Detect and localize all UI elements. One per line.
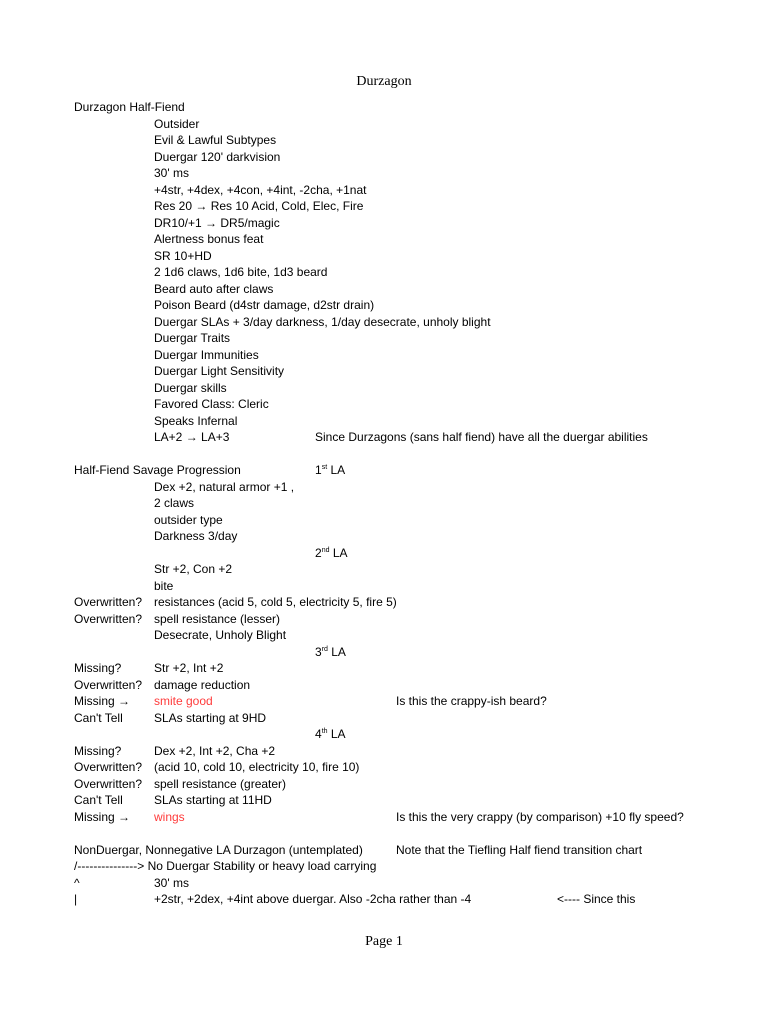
text-row — [0, 182, 636, 199]
cell-text: Since Durzagons (sans half fiend) have all the duergar abilities — [315, 430, 648, 444]
page-number: Page 1 — [365, 934, 403, 949]
cell-c5 — [557, 891, 635, 908]
cell-c4 — [396, 842, 642, 859]
text-row — [0, 776, 636, 793]
text-row — [0, 891, 636, 908]
cell-c2 — [154, 297, 374, 314]
cell-text: Half-Fiend Savage Progression — [74, 463, 241, 477]
text-row — [0, 330, 636, 347]
cell-c2 — [154, 215, 280, 232]
cell-text: Evil & Lawful Subtypes — [154, 133, 277, 147]
cell-text: Res 20 → Res 10 Acid, Cold, Elec, Fire — [154, 199, 364, 213]
cell-text: Outsider — [154, 116, 200, 131]
cell-text: Beard auto after claws — [154, 281, 274, 296]
text-row — [0, 561, 636, 578]
text-row — [0, 380, 636, 397]
cell-c2 — [154, 330, 230, 347]
text-row — [0, 660, 636, 677]
cell-text: Can't Tell — [74, 710, 123, 725]
text-row — [0, 710, 636, 727]
cell-c2 — [154, 875, 189, 892]
cell-text: 4 — [315, 727, 322, 741]
cell-c2 — [154, 413, 237, 430]
cell-c2 — [154, 165, 189, 182]
cell-text: Overwritten? — [74, 776, 143, 791]
text-row — [0, 545, 636, 562]
cell-text: /---------------> No Duergar Stability or heavy load carrying — [74, 859, 377, 873]
cell-text: spell resistance (lesser) — [154, 611, 281, 626]
text-row — [0, 759, 636, 776]
cell-text: 3 — [315, 644, 322, 659]
text-row — [0, 512, 636, 529]
cell-text: LA+2 → LA+3 — [154, 430, 230, 444]
cell-text: Poison Beard (d4str damage, d2str drain) — [154, 298, 375, 312]
cell-c2 — [154, 132, 276, 149]
text-row — [0, 231, 636, 248]
cell-c3 — [315, 726, 346, 743]
cell-text: Desecrate, Unholy Blight — [154, 628, 287, 642]
text-row — [0, 314, 636, 331]
cell-c2 — [154, 479, 294, 496]
ordinal-suffix: nd — [321, 546, 330, 554]
text-row — [0, 743, 636, 760]
text-row — [0, 165, 636, 182]
cell-text: Overwritten? — [74, 611, 143, 626]
cell-text: resistances (acid 5, cold 5, electricity 5, fire 5) — [154, 595, 397, 609]
cell-c2 — [154, 693, 213, 710]
cell-c1 — [74, 891, 77, 908]
cell-text: smite good — [154, 694, 213, 708]
text-row — [0, 347, 636, 364]
cell-c1 — [74, 875, 80, 892]
cell-text-tail: LA — [327, 727, 346, 741]
cell-c1 — [74, 611, 142, 628]
text-row — [0, 495, 636, 512]
cell-text: Missing → — [74, 694, 131, 708]
text-row — [0, 149, 636, 166]
cell-c2 — [154, 429, 229, 446]
cell-text: Durzagon Half-Fiend — [74, 100, 185, 114]
cell-c4 — [396, 809, 684, 826]
text-row — [0, 198, 636, 215]
blank-row — [0, 825, 636, 842]
cell-text: Duergar SLAs + 3/day darkness, 1/day desecrate, unholy blight — [154, 314, 491, 329]
cell-text: Dex +2, Int +2, Cha +2 — [154, 743, 276, 758]
cell-c3 — [315, 545, 348, 562]
text-row — [0, 726, 636, 743]
cell-text: 1 — [315, 463, 322, 477]
cell-c2 — [154, 809, 185, 826]
cell-text: Note that the Tiefling Half fiend transition chart — [396, 842, 643, 857]
cell-text: bite — [154, 578, 174, 593]
text-row — [0, 627, 636, 644]
text-row — [0, 248, 636, 265]
text-row — [0, 842, 643, 859]
cell-c2 — [154, 627, 286, 644]
cell-c1 — [74, 462, 241, 479]
text-row — [0, 215, 636, 232]
cell-c2 — [154, 660, 223, 677]
cell-text: Duergar Traits — [154, 331, 231, 345]
cell-c2 — [154, 792, 272, 809]
text-row — [0, 264, 636, 281]
cell-text: (acid 10, cold 10, electricity 10, fire 10) — [154, 760, 360, 774]
cell-text: +4str, +4dex, +4con, +4int, -2cha, +1nat — [154, 182, 367, 197]
cell-text: wings — [154, 809, 185, 824]
text-row — [0, 875, 636, 892]
cell-text: | — [74, 892, 78, 906]
cell-c2 — [154, 743, 275, 760]
cell-c1 — [74, 792, 123, 809]
cell-c4 — [396, 693, 547, 710]
cell-text: 2 claws — [154, 496, 195, 510]
cell-text: Missing → — [74, 809, 131, 824]
cell-text: Darkness 3/day — [154, 529, 238, 543]
cell-text: DR10/+1 → DR5/magic — [154, 215, 280, 230]
cell-c1 — [74, 693, 130, 710]
cell-text: Duergar 120' darkvision — [154, 149, 281, 164]
cell-c2 — [154, 594, 397, 611]
cell-c1 — [74, 759, 142, 776]
cell-text: 30' ms — [154, 166, 189, 180]
cell-c2 — [154, 677, 250, 694]
text-row — [0, 462, 636, 479]
text-row — [0, 693, 636, 710]
cell-c2 — [154, 396, 269, 413]
cell-c1 — [74, 99, 185, 116]
cell-c1 — [74, 842, 363, 859]
cell-text: 30' ms — [154, 875, 189, 890]
cell-c3 — [315, 462, 345, 479]
text-row — [0, 116, 636, 133]
text-row — [0, 677, 636, 694]
cell-text: Speaks Infernal — [154, 413, 238, 428]
text-row — [0, 413, 636, 430]
cell-text: Duergar skills — [154, 380, 227, 395]
cell-text: Duergar Light Sensitivity — [154, 364, 285, 378]
cell-text: 2 — [315, 545, 322, 560]
blank-row — [0, 446, 636, 463]
cell-c2 — [154, 116, 199, 133]
cell-c2 — [154, 182, 366, 199]
text-row — [0, 99, 636, 116]
cell-text: SLAs starting at 9HD — [154, 710, 267, 725]
cell-text: Dex +2, natural armor +1 , — [154, 479, 295, 494]
cell-text: Is this the crappy-ish beard? — [396, 694, 547, 708]
cell-c2 — [154, 281, 273, 298]
cell-text: 2 1d6 claws, 1d6 bite, 1d3 beard — [154, 265, 328, 279]
text-row — [0, 809, 684, 826]
cell-text: NonDuergar, Nonnegative LA Durzagon (untemplated) — [74, 842, 363, 857]
text-row — [0, 578, 636, 595]
ordinal-suffix: rd — [321, 645, 328, 653]
cell-text: Str +2, Int +2 — [154, 661, 224, 675]
cell-text: SLAs starting at 11HD — [154, 793, 272, 807]
cell-c2 — [154, 198, 363, 215]
cell-c2 — [154, 759, 359, 776]
cell-c2 — [154, 363, 284, 380]
document-body — [0, 99, 684, 907]
cell-c2 — [154, 149, 280, 166]
cell-c1 — [74, 858, 376, 875]
cell-c2 — [154, 314, 491, 331]
text-row — [0, 429, 648, 446]
cell-c2 — [154, 512, 223, 529]
text-row — [0, 858, 636, 875]
cell-c2 — [154, 891, 471, 908]
cell-text: Duergar Immunities — [154, 347, 259, 362]
document-title: Durzagon — [356, 74, 412, 89]
text-row — [0, 132, 636, 149]
cell-c2 — [154, 347, 259, 364]
text-row — [0, 479, 636, 496]
cell-c2 — [154, 495, 194, 512]
cell-c1 — [74, 660, 121, 677]
cell-text: Overwritten? — [74, 595, 143, 609]
cell-c2 — [154, 578, 173, 595]
cell-text: outsider type — [154, 512, 223, 527]
cell-c1 — [74, 776, 142, 793]
cell-c2 — [154, 231, 263, 248]
cell-text-tail: LA — [329, 545, 348, 560]
cell-text: Missing? — [74, 743, 122, 758]
cell-text: Overwritten? — [74, 677, 143, 692]
cell-c2 — [154, 611, 280, 628]
text-row — [0, 363, 636, 380]
cell-text: Favored Class: Cleric — [154, 397, 269, 411]
text-row — [0, 611, 636, 628]
text-row — [0, 281, 636, 298]
cell-c1 — [74, 594, 142, 611]
cell-text: Can't Tell — [74, 793, 123, 807]
text-row — [0, 297, 636, 314]
cell-text: <---- Since this — [557, 892, 636, 906]
cell-c2 — [154, 248, 212, 265]
cell-text: Is this the very crappy (by comparison) +10 fly speed? — [396, 809, 684, 824]
cell-c2 — [154, 561, 232, 578]
cell-c1 — [74, 710, 123, 727]
text-row — [0, 792, 636, 809]
cell-text: damage reduction — [154, 677, 251, 692]
cell-c1 — [74, 743, 121, 760]
cell-text: SR 10+HD — [154, 248, 212, 263]
cell-c3 — [315, 429, 648, 446]
cell-text-tail: LA — [327, 644, 346, 659]
cell-c2 — [154, 264, 327, 281]
text-row — [0, 594, 636, 611]
cell-text: spell resistance (greater) — [154, 776, 287, 791]
cell-text: ^ — [74, 875, 80, 890]
cell-c2 — [154, 380, 227, 397]
ordinal-suffix: st — [321, 464, 328, 471]
cell-text: Alertness bonus feat — [154, 232, 264, 246]
ordinal-suffix: th — [321, 728, 328, 735]
cell-c2 — [154, 528, 237, 545]
cell-c1 — [74, 677, 142, 694]
cell-text: +2str, +2dex, +4int above duergar. Also -2cha rather than -4 — [154, 892, 472, 906]
cell-text: Str +2, Con +2 — [154, 562, 233, 576]
text-row — [0, 528, 636, 545]
cell-text: Overwritten? — [74, 760, 143, 774]
cell-c1 — [74, 809, 130, 826]
cell-c2 — [154, 776, 286, 793]
cell-text: Missing? — [74, 661, 122, 675]
cell-c2 — [154, 710, 266, 727]
text-row — [0, 644, 636, 661]
cell-c3 — [315, 644, 346, 661]
text-row — [0, 396, 636, 413]
cell-text-tail: LA — [327, 463, 346, 477]
